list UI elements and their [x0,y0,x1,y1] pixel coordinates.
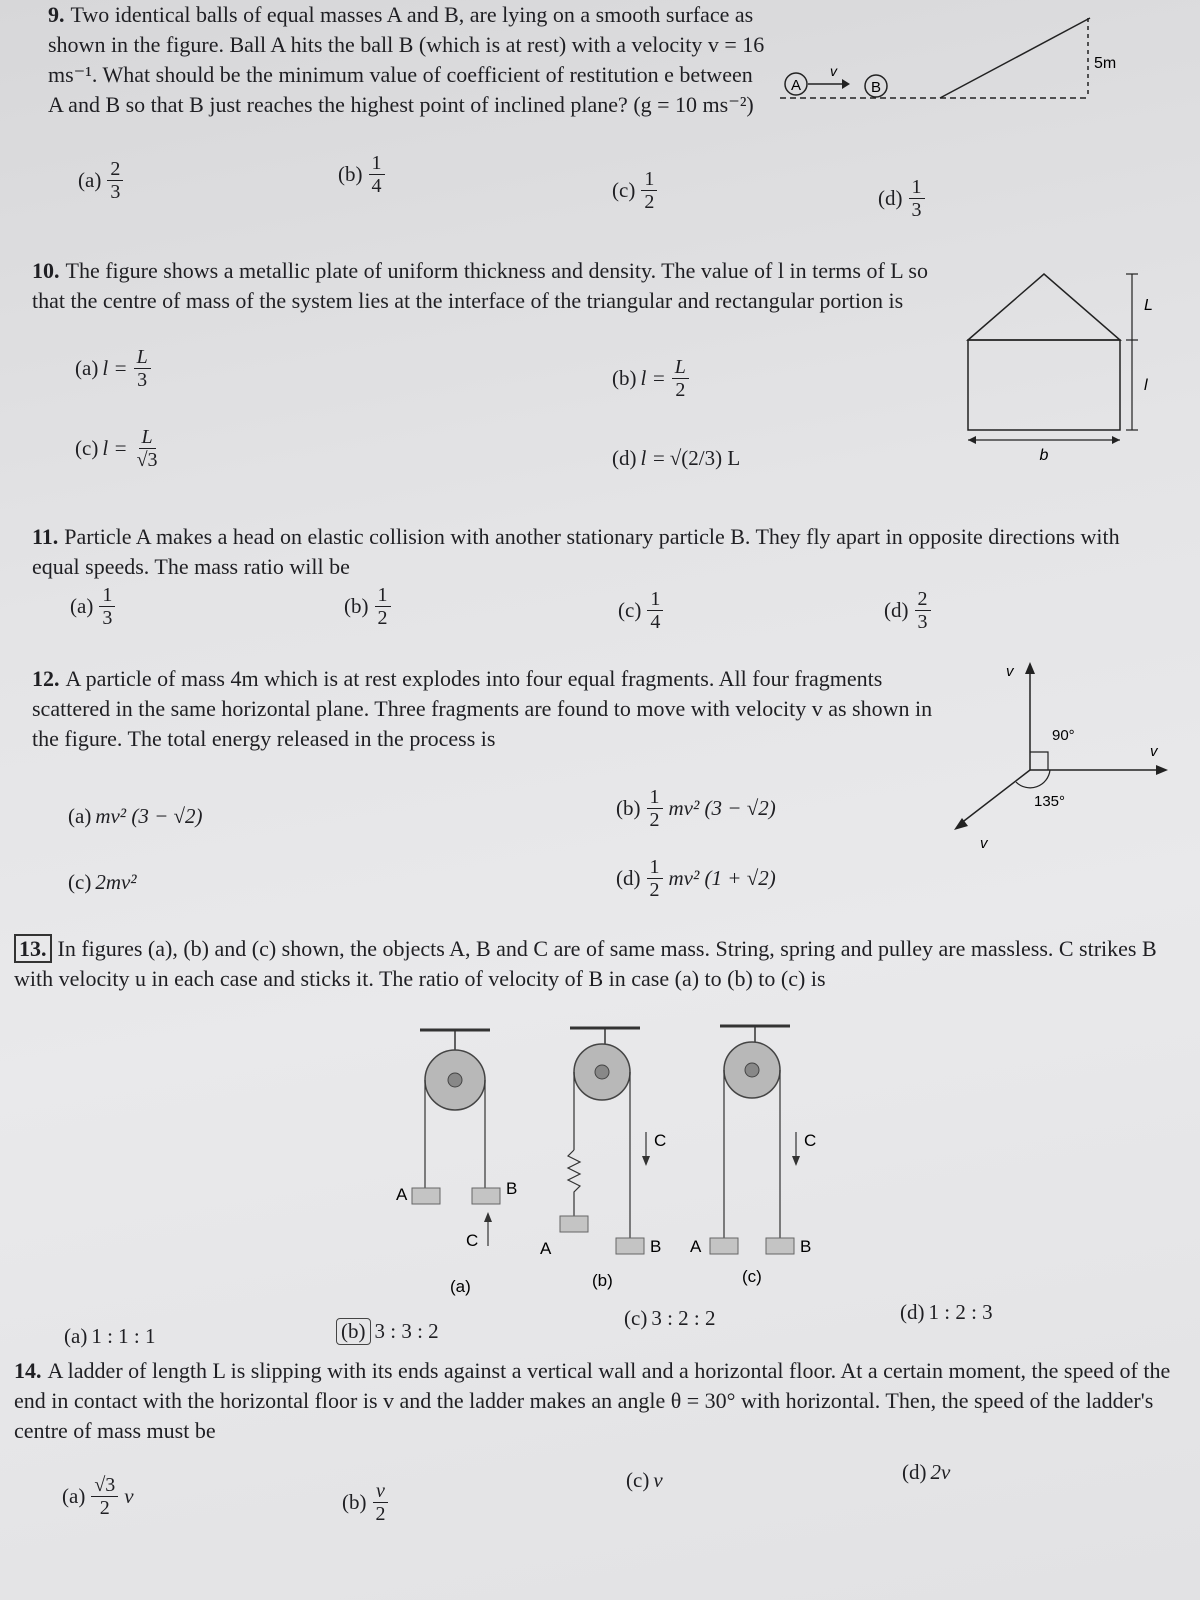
block-b [472,1188,500,1204]
option-text: 2v [930,1460,951,1484]
denominator: 2 [675,379,686,401]
option-label: (d) [612,446,637,470]
angle-arc [1016,770,1050,788]
option-expression: mv² (3 − √2) [95,804,203,828]
question-13 [14,934,1174,994]
rect-height-label: l [1144,377,1148,394]
numerator: v [373,1480,388,1503]
option-expression: 2mv² [95,870,137,894]
option-label: (d) [884,598,909,622]
denominator: 2 [377,607,388,629]
question-14-stem [14,1356,1184,1446]
angle-135-label: 135° [1034,793,1066,810]
question-14-text: A ladder of length L is slipping with its ends against a vertical wall and a horizontal floor. At a certain moment, the speed of the end in contact with the horizontal floor is v and the ladder makes an angle θ = 30° with horizontal. Then, the speed of the ladder's centre of mass must be [14,1358,1171,1443]
arrow-head [792,1156,800,1166]
option-label: (a) [75,356,99,380]
option-label: (a) [62,1484,86,1508]
option-label: (d) [616,866,641,890]
block-a-label: A [396,1185,408,1204]
option-label: (c) [618,598,642,622]
q13-pulley-figures [380,1020,860,1310]
question-14-number: 14. [14,1358,42,1383]
option-expression: √(2/3) L [669,446,741,470]
block-b-label: B [650,1237,662,1256]
velocity-label: v [830,63,837,79]
q12-option-c[interactable] [68,870,137,895]
numerator: L [672,356,689,379]
arrow-head [484,1212,492,1222]
numerator: 1 [647,856,663,879]
denominator: 3 [110,181,121,203]
fraction [134,426,161,471]
fraction [641,168,657,213]
denominator: 3 [911,199,922,221]
option-lhs: l = [640,366,666,390]
block-a-label: A [540,1239,552,1258]
question-9-stem [48,0,768,120]
question-11 [32,522,1172,582]
diagonal-vector-label: v [980,835,988,852]
pulley-system-c [690,1026,816,1286]
option-label: (a) [68,804,92,828]
denominator: 3 [102,607,113,629]
option-expression: mv² (3 − √2) [668,796,776,820]
up-vector-label: v [1006,663,1014,680]
q11-option-c[interactable] [618,588,665,633]
option-label: (c) [68,870,92,894]
denominator: 2 [375,1503,386,1525]
fraction [91,1474,118,1519]
question-10 [32,256,952,316]
option-label: (c) [612,178,636,202]
option-text: 3 : 2 : 2 [651,1306,716,1330]
ball-b-label: B [870,79,882,96]
question-12-number: 12. [32,666,60,691]
spring [568,1150,580,1216]
q13-option-a[interactable] [64,1324,155,1349]
question-12-stem [32,664,952,754]
question-9-text: Two identical balls of equal masses A and B, are lying on a smooth surface as shown in the figure. Ball A hits the ball B (which is at rest) with a velocity v = 16 ms⁻¹. What should be the minimum value of coefficient of restitution e between A and B so that B just reaches the highest point of inclined plane? (g = 10 ms⁻²) [48,2,765,117]
q9-option-d[interactable] [878,176,927,221]
pulley-hub [448,1073,462,1087]
option-text: 1 : 2 : 3 [928,1300,993,1324]
question-12-text: A particle of mass 4m which is at rest explodes into four equal fragments. All four fragments scattered in the same horizontal plane. Three fragments are found to move with velocity v as shown in the figure. The total energy released in the process is [32,666,933,751]
fraction [647,588,663,633]
denominator: 4 [650,611,661,633]
right-angle-mark [1030,752,1048,770]
denominator: 3 [137,369,148,391]
numerator: L [134,346,151,369]
fraction [134,346,151,391]
rectangle-portion [968,340,1120,430]
question-14 [14,1356,1184,1446]
q12-option-b[interactable] [616,786,776,831]
option-label: (d) [900,1300,925,1324]
q12-option-a[interactable] [68,804,203,829]
numerator: 1 [369,152,385,175]
caption-b: (b) [592,1271,613,1290]
diagonal-vector [960,770,1030,824]
numerator: √3 [91,1474,118,1497]
numerator: L [139,426,156,449]
option-expression: mv² (1 + √2) [668,866,776,890]
question-11-number: 11. [32,524,59,549]
block-c-label: C [654,1131,667,1150]
angle-90-label: 90° [1052,727,1075,744]
block-a-label: A [690,1237,702,1256]
option-label: (c) [75,436,99,460]
option-lhs: l = [640,446,666,470]
question-11-stem [32,522,1172,582]
option-lhs: l = [102,356,128,380]
incline-line [940,18,1090,98]
option-label: (a) [78,168,102,192]
option-label: (c) [626,1468,650,1492]
q13-option-c[interactable] [624,1306,715,1331]
block-b-label: B [800,1237,812,1256]
question-9-number: 9. [48,2,65,27]
caption-a: (a) [450,1277,471,1296]
arrow-head [1025,662,1035,674]
option-label: (b) [344,594,369,618]
pulley-system-b [540,1028,666,1290]
fraction [107,158,123,203]
option-text: v [653,1468,663,1492]
q12-velocity-figure [950,660,1170,860]
question-11-text: Particle A makes a head on elastic collision with another stationary particle B. They fly apart in opposite directions with equal speeds. The mass ratio will be [32,524,1120,579]
q13-option-b[interactable] [336,1318,439,1345]
arrow-head [1112,436,1120,444]
option-label: (d) [878,186,903,210]
triangle-height-label: L [1144,297,1153,314]
q10-option-b[interactable] [612,356,691,401]
q14-option-b[interactable] [342,1480,391,1525]
arrow-head [842,79,850,89]
option-text: v [124,1484,134,1508]
fraction [375,584,391,629]
pulley-hub [595,1065,609,1079]
block-b-label: B [506,1179,518,1198]
triangle-portion [968,274,1120,340]
block-c-label: C [466,1231,479,1250]
fraction [672,356,689,401]
question-13-text: In figures (a), (b) and (c) shown, the objects A, B and C are of same mass. String, spring and pulley are massless. C strikes B with velocity u in each case and sticks it. The ratio of velocity of B in case (a) to (b) to (c) is [14,936,1157,991]
q9-option-a[interactable] [78,158,125,203]
q14-option-a[interactable] [62,1474,134,1519]
block-b [766,1238,794,1254]
q11-option-d[interactable] [884,588,933,633]
question-13-number: 13. [14,934,52,963]
block-a [412,1188,440,1204]
arrow-head [968,436,976,444]
numerator: 2 [915,588,931,611]
option-label: (a) [70,594,94,618]
numerator: 1 [909,176,925,199]
denominator: 3 [917,611,928,633]
option-label: (b) [612,366,637,390]
fraction [909,176,925,221]
option-label: (b) [342,1490,367,1514]
q9-option-c[interactable] [612,168,659,213]
denominator: 4 [371,175,382,197]
pulley-system-a [396,1030,517,1296]
height-label: 5m [1094,55,1117,72]
q9-option-b[interactable] [338,152,387,197]
q9-incline-figure [780,8,1120,108]
numerator: 1 [647,786,663,809]
numerator: 1 [641,168,657,191]
denominator: 2 [99,1497,110,1519]
fraction [369,152,385,197]
block-c-label: C [804,1131,817,1150]
caption-c: (c) [742,1267,762,1286]
option-text: 1 : 1 : 1 [91,1324,156,1348]
fraction [647,786,663,831]
numerator: 1 [647,588,663,611]
option-text: 3 : 3 : 2 [374,1319,439,1343]
ball-a-label: A [790,77,802,94]
option-label: (b) [616,796,641,820]
q12-option-d[interactable] [616,856,776,901]
q10-plate-figure [960,268,1160,468]
q10-option-d[interactable] [612,446,740,471]
question-10-text: The figure shows a metallic plate of uniform thickness and density. The value of l in terms of L so that the centre of mass of the system lies at the interface of the triangular and rectangular portion is [32,258,928,313]
option-label: (b) [336,1318,371,1345]
numerator: 1 [375,584,391,607]
fraction [647,856,663,901]
block-a [710,1238,738,1254]
q14-option-d[interactable] [902,1460,950,1485]
option-lhs: l = [102,436,128,460]
q14-option-c[interactable] [626,1468,663,1493]
block-a [560,1216,588,1232]
numerator: 2 [107,158,123,181]
fraction [99,584,115,629]
option-label: (b) [338,162,363,186]
arrow-head [642,1156,650,1166]
question-10-number: 10. [32,258,60,283]
question-12 [32,664,952,754]
q10-option-a[interactable] [75,346,153,391]
fraction [915,588,931,633]
question-10-stem [32,256,952,316]
q10-option-c[interactable] [75,426,163,471]
block-b [616,1238,644,1254]
q11-option-a[interactable] [70,584,117,629]
option-label: (a) [64,1324,88,1348]
fraction [373,1480,389,1525]
right-vector-label: v [1150,743,1158,760]
option-label: (d) [902,1460,927,1484]
pulley-hub [745,1063,759,1077]
width-label: b [1039,447,1049,464]
denominator: 2 [644,191,655,213]
q13-option-d[interactable] [900,1300,993,1325]
denominator: 2 [649,879,660,901]
q11-option-b[interactable] [344,584,393,629]
denominator: √3 [136,449,158,471]
arrow-head [1156,765,1168,775]
option-label: (c) [624,1306,648,1330]
question-13-stem [14,934,1174,994]
denominator: 2 [649,809,660,831]
question-9 [48,0,768,120]
numerator: 1 [99,584,115,607]
